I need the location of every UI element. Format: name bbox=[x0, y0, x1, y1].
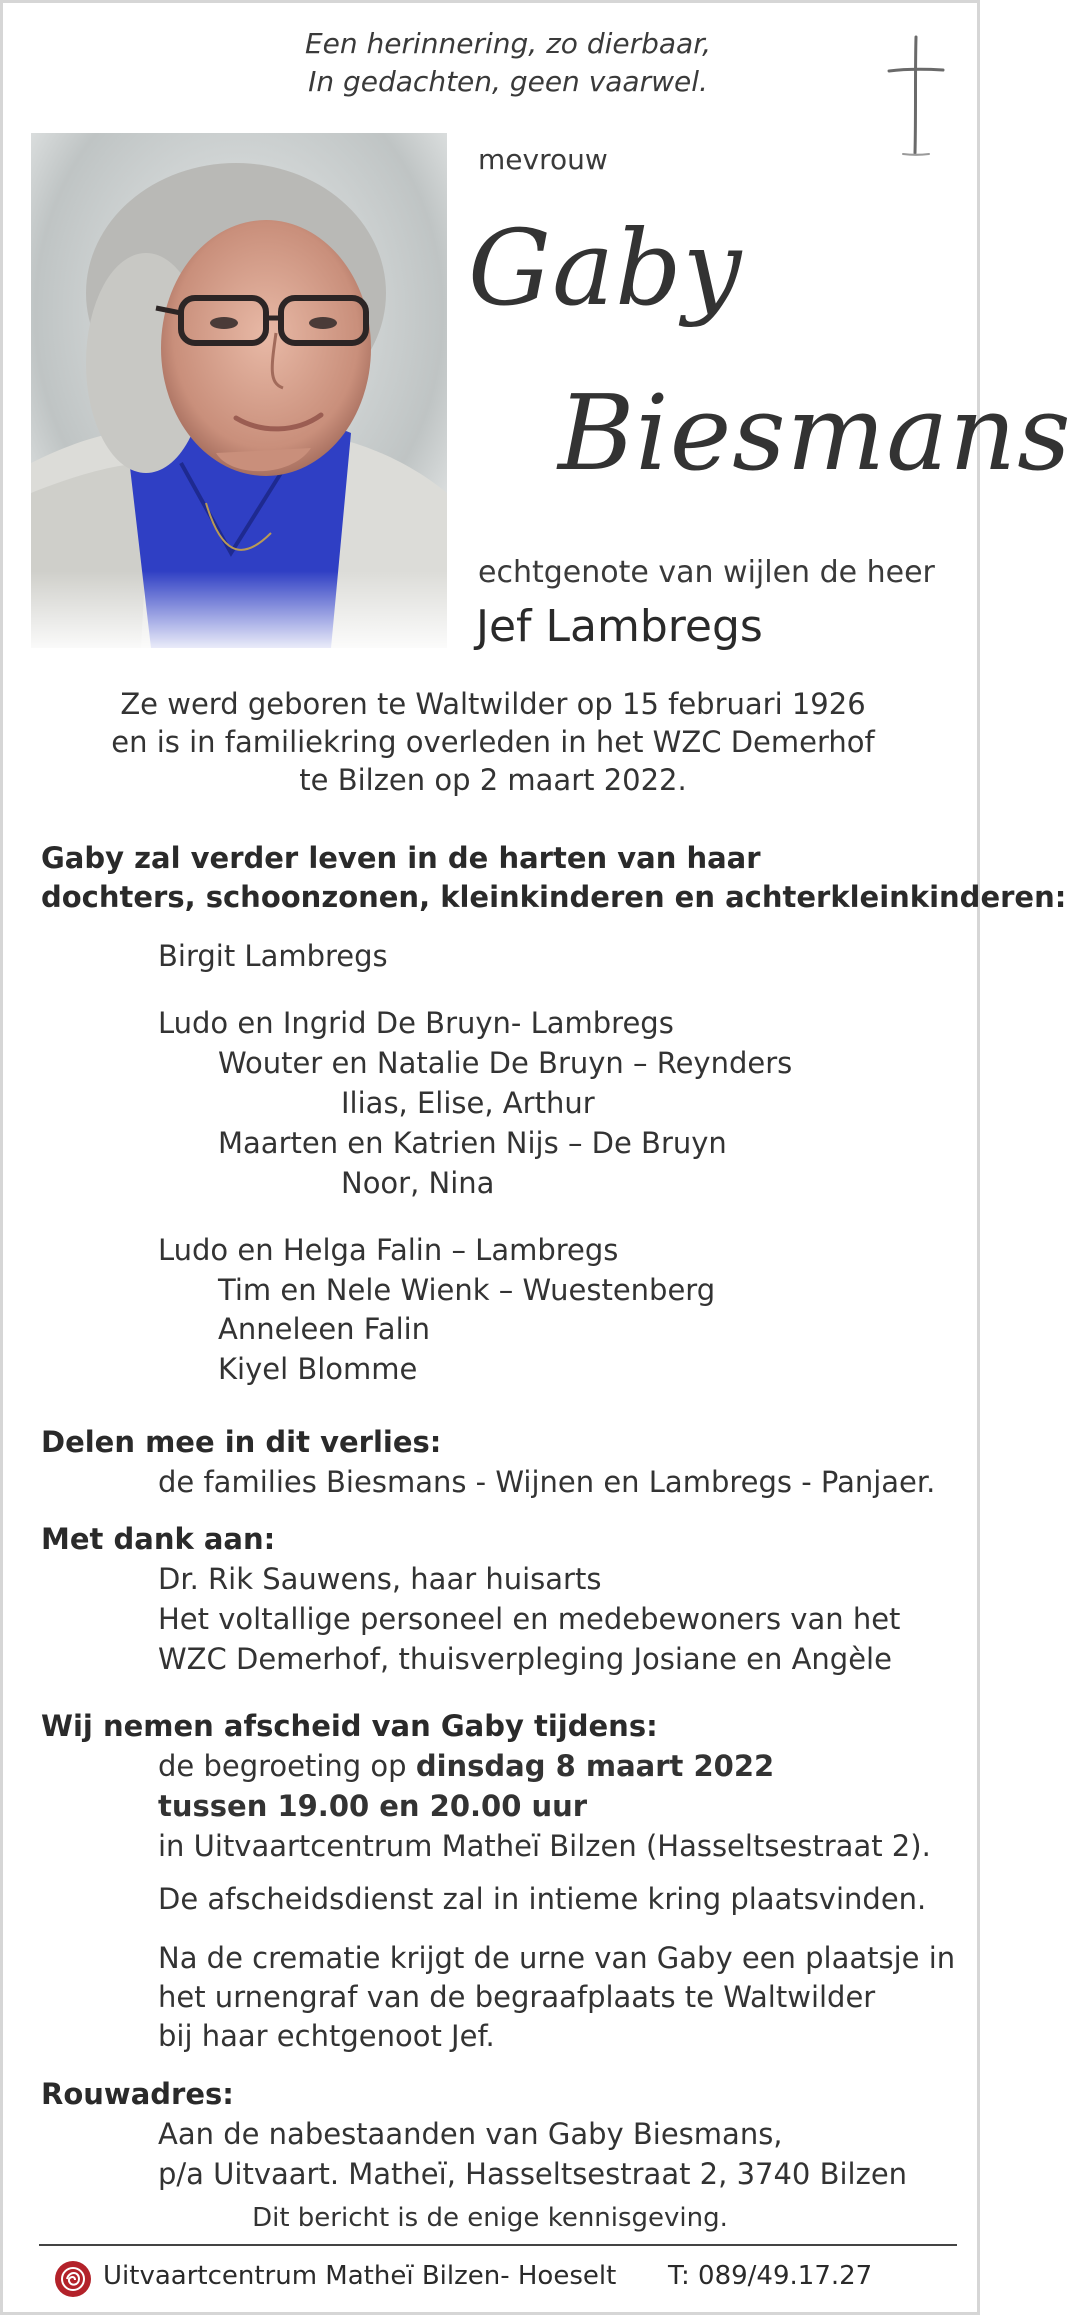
urn-line: bij haar echtgenoot Jef. bbox=[158, 2019, 495, 2053]
verse-line-1: Een herinnering, zo dierbaar, bbox=[304, 27, 712, 60]
thanks-line: Dr. Rik Sauwens, haar huisarts bbox=[158, 1562, 602, 1596]
family-member: Maarten en Katrien Nijs – De Bruyn bbox=[218, 1126, 727, 1160]
footer-phone: T: 089/49.17.27 bbox=[668, 2261, 873, 2291]
share-text: de families Biesmans - Wijnen en Lambregs - Panjaer. bbox=[158, 1465, 936, 1499]
family-member: Wouter en Natalie De Bruyn – Reynders bbox=[218, 1046, 793, 1080]
verse-line-2: In gedachten, geen vaarwel. bbox=[308, 65, 708, 98]
family-member: Noor, Nina bbox=[341, 1166, 495, 1200]
first-name: Gaby bbox=[468, 207, 743, 329]
family-member: Birgit Lambregs bbox=[158, 939, 388, 973]
family-member: Tim en Nele Wienk – Wuestenberg bbox=[218, 1273, 716, 1307]
thanks-line: Het voltallige personeel en medebewoners van het bbox=[158, 1602, 901, 1636]
visitation-date: dinsdag 8 maart 2022 bbox=[415, 1749, 775, 1783]
footer-company: Uitvaartcentrum Matheï Bilzen- Hoeselt bbox=[103, 2261, 617, 2291]
farewell-heading: Wij nemen afscheid van Gaby tijdens: bbox=[41, 1709, 658, 1743]
visitation-time: tussen 19.00 en 20.00 uur bbox=[158, 1789, 588, 1823]
notice-text: Dit bericht is de enige kennisgeving. bbox=[252, 2203, 728, 2233]
family-member: Anneleen Falin bbox=[218, 1312, 431, 1346]
address-line: p/a Uitvaart. Matheï, Hasseltsestraat 2, 3740 Bilzen bbox=[158, 2157, 908, 2191]
birth-line-3: te Bilzen op 2 maart 2022. bbox=[299, 763, 687, 797]
last-name: Biesmans bbox=[558, 372, 1072, 494]
urn-line: het urnengraf van de begraafplaats te Waltwilder bbox=[158, 1980, 876, 2014]
visitation-intro: de begroeting op bbox=[158, 1749, 416, 1783]
birth-death-text bbox=[63, 685, 923, 799]
address-line: Aan de nabestaanden van Gaby Biesmans, bbox=[158, 2117, 783, 2151]
service-text: De afscheidsdienst zal in intieme kring plaatsvinden. bbox=[158, 1882, 927, 1916]
address-heading: Rouwadres: bbox=[41, 2077, 234, 2111]
rose-logo-icon bbox=[53, 2259, 93, 2299]
title-label: mevrouw bbox=[478, 143, 608, 176]
thanks-line: WZC Demerhof, thuisverpleging Josiane en Angèle bbox=[158, 1642, 892, 1676]
family-member: Ilias, Elise, Arthur bbox=[341, 1086, 595, 1120]
memorial-verse bbox=[183, 25, 833, 101]
family-member: Kiyel Blomme bbox=[218, 1352, 418, 1386]
urn-line: Na de crematie krijgt de urne van Gaby een plaatsje in bbox=[158, 1941, 956, 1975]
family-heading-1: Gaby zal verder leven in de harten van haar bbox=[41, 841, 761, 875]
spouse-label: echtgenote van wijlen de heer bbox=[478, 555, 935, 590]
farewell-visitation bbox=[158, 1747, 774, 1786]
cross-icon bbox=[883, 33, 947, 158]
spouse-name: Jef Lambregs bbox=[476, 601, 763, 652]
family-member: Ludo en Ingrid De Bruyn- Lambregs bbox=[158, 1006, 674, 1040]
birth-line-2: en is in familiekring overleden in het WZC Demerhof bbox=[111, 725, 875, 759]
portrait-photo bbox=[31, 133, 447, 648]
footer-divider bbox=[39, 2244, 957, 2246]
share-heading: Delen mee in dit verlies: bbox=[41, 1425, 442, 1459]
visitation-location: in Uitvaartcentrum Matheï Bilzen (Hasseltsestraat 2). bbox=[158, 1829, 931, 1863]
family-member: Ludo en Helga Falin – Lambregs bbox=[158, 1233, 619, 1267]
thanks-heading: Met dank aan: bbox=[41, 1522, 276, 1556]
birth-line-1: Ze werd geboren te Waltwilder op 15 februari 1926 bbox=[120, 687, 866, 721]
family-heading-2: dochters, schoonzonen, kleinkinderen en achterkleinkinderen: bbox=[41, 880, 1067, 914]
